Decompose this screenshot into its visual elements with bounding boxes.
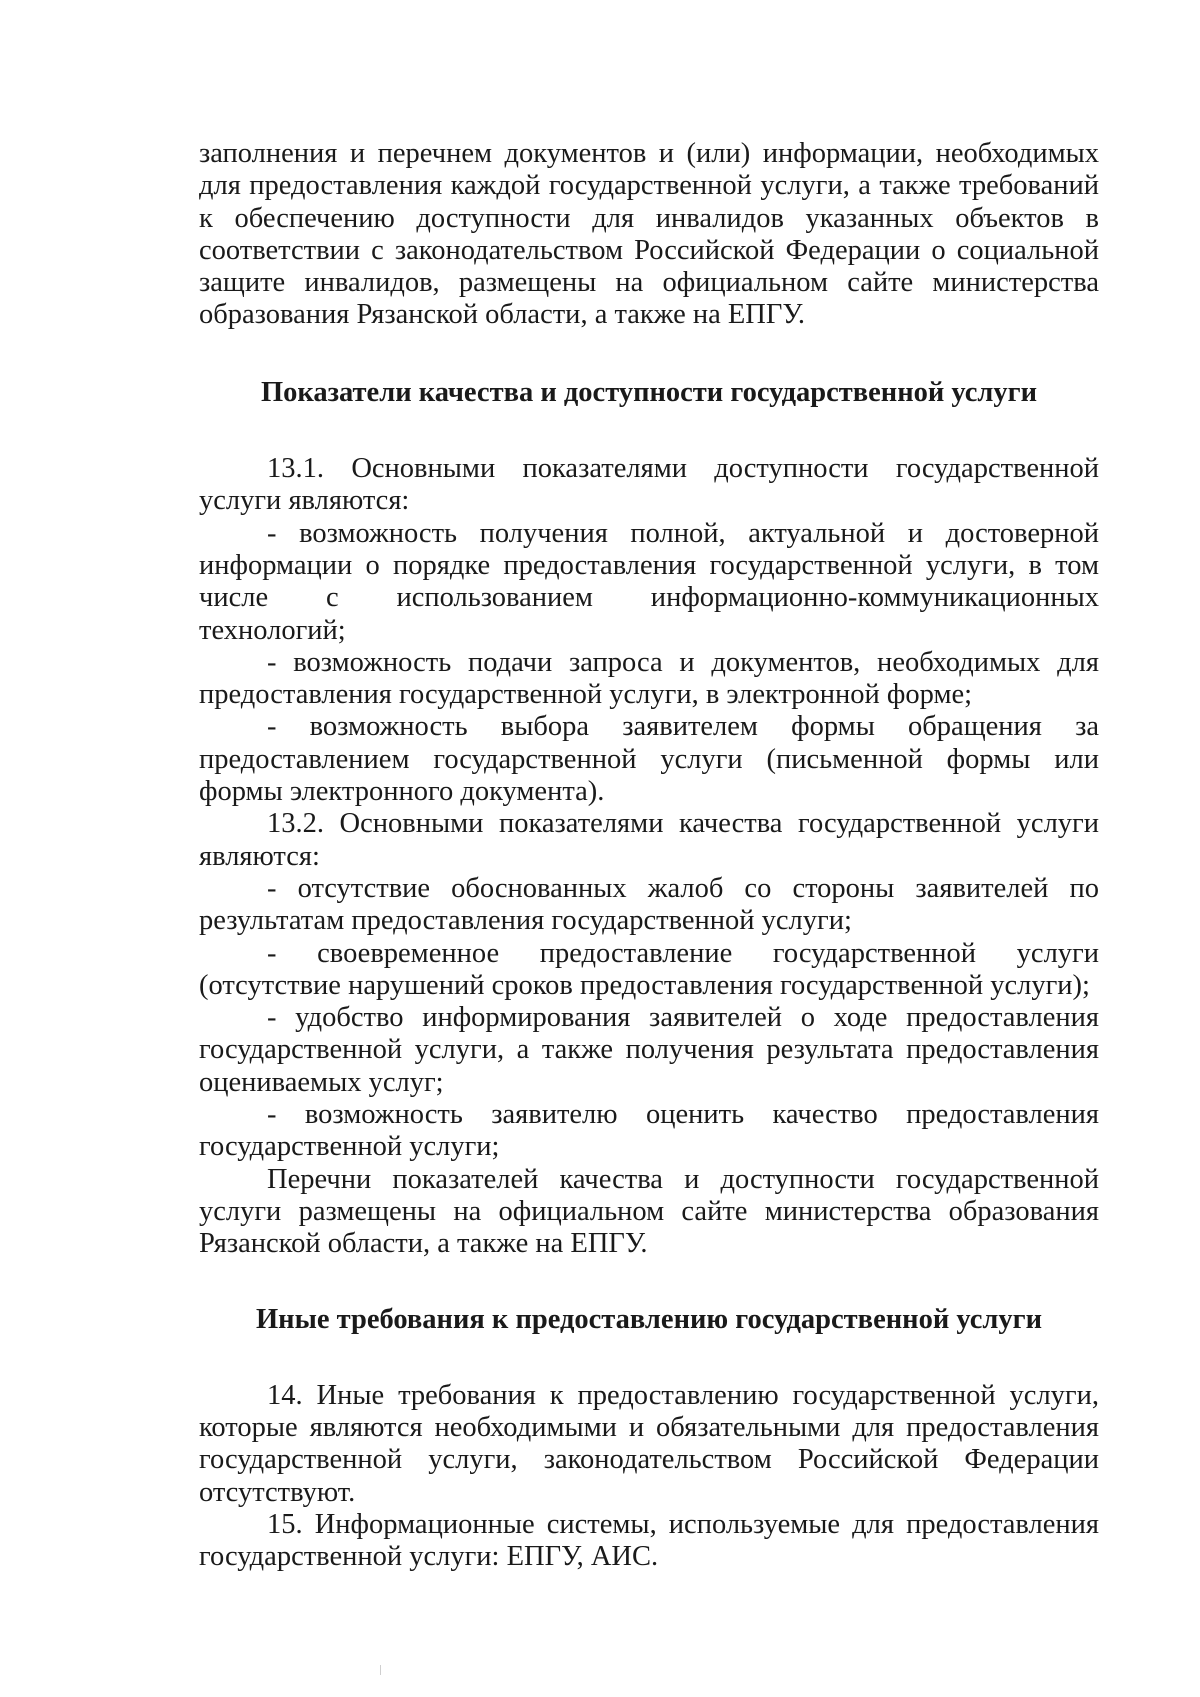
paragraph-14: 14. Иные требования к предоставлению государственной услуги, которые являются необходимыми и обязательными для предоставления государственной услуги, законодательством Российской Федерации отсутствуют. xyxy=(199,1379,1099,1508)
list-item-quality-rating: - возможность заявителю оценить качество предоставления государственной услуги; xyxy=(199,1099,1099,1163)
paragraph-13-2: 13.2. Основными показателями качества государственной услуги являются: xyxy=(199,808,1099,872)
section-heading-quality: Показатели качества и доступности государственной услуги xyxy=(260,376,1038,408)
scan-artifact-mark xyxy=(380,1665,381,1675)
list-item-info-access: - возможность получения полной, актуальной и достоверной информации о порядке предоставления государственной услуги, в том числе с использованием информационно-коммуникационных технологий; xyxy=(199,517,1099,646)
list-item-electronic-request: - возможность подачи запроса и документов, необходимых для предоставления государственной услуги, в электронной форме; xyxy=(199,646,1099,711)
list-item-form-choice: - возможность выбора заявителем формы обращения за предоставлением государственной услуги (письменной формы или формы электронного документа). xyxy=(199,711,1099,808)
list-item-timely-service: - своевременное предоставление государственной услуги (отсутствие нарушений сроков предоставления государственной услуги); xyxy=(199,937,1099,1001)
paragraph-indicator-lists: Перечни показателей качества и доступности государственной услуги размещены на официальном сайте министерства образования Рязанской области, а также на ЕПГУ. xyxy=(199,1163,1099,1260)
intro-paragraph: заполнения и перечнем документов и (или) информации, необходимых для предоставления каждой государственной услуги, а также требований к обеспечению доступности для инвалидов указанных объектов в соответствии с законодательством Российской Федерации о социальной защите инвалидов, размещены на официальном сайте министерства образования Рязанской области, а также на ЕПГУ. xyxy=(199,138,1099,331)
document-body xyxy=(199,138,1099,1574)
list-item-informing: - удобство информирования заявителей о ходе предоставления государственной услуги, а также получения результата предоставления оцениваемых услуг; xyxy=(199,1002,1099,1098)
paragraph-13-1: 13.1. Основными показателями доступности государственной услуги являются: xyxy=(199,453,1099,517)
paragraph-15: 15. Информационные системы, используемые для предоставления государственной услуги: ЕПГУ, АИС. xyxy=(199,1508,1099,1573)
section-heading-other-requirements: Иные требования к предоставлению государственной услуги xyxy=(256,1303,1042,1335)
list-item-no-complaints: - отсутствие обоснованных жалоб со стороны заявителей по результатам предоставления государственной услуги; xyxy=(199,872,1099,937)
